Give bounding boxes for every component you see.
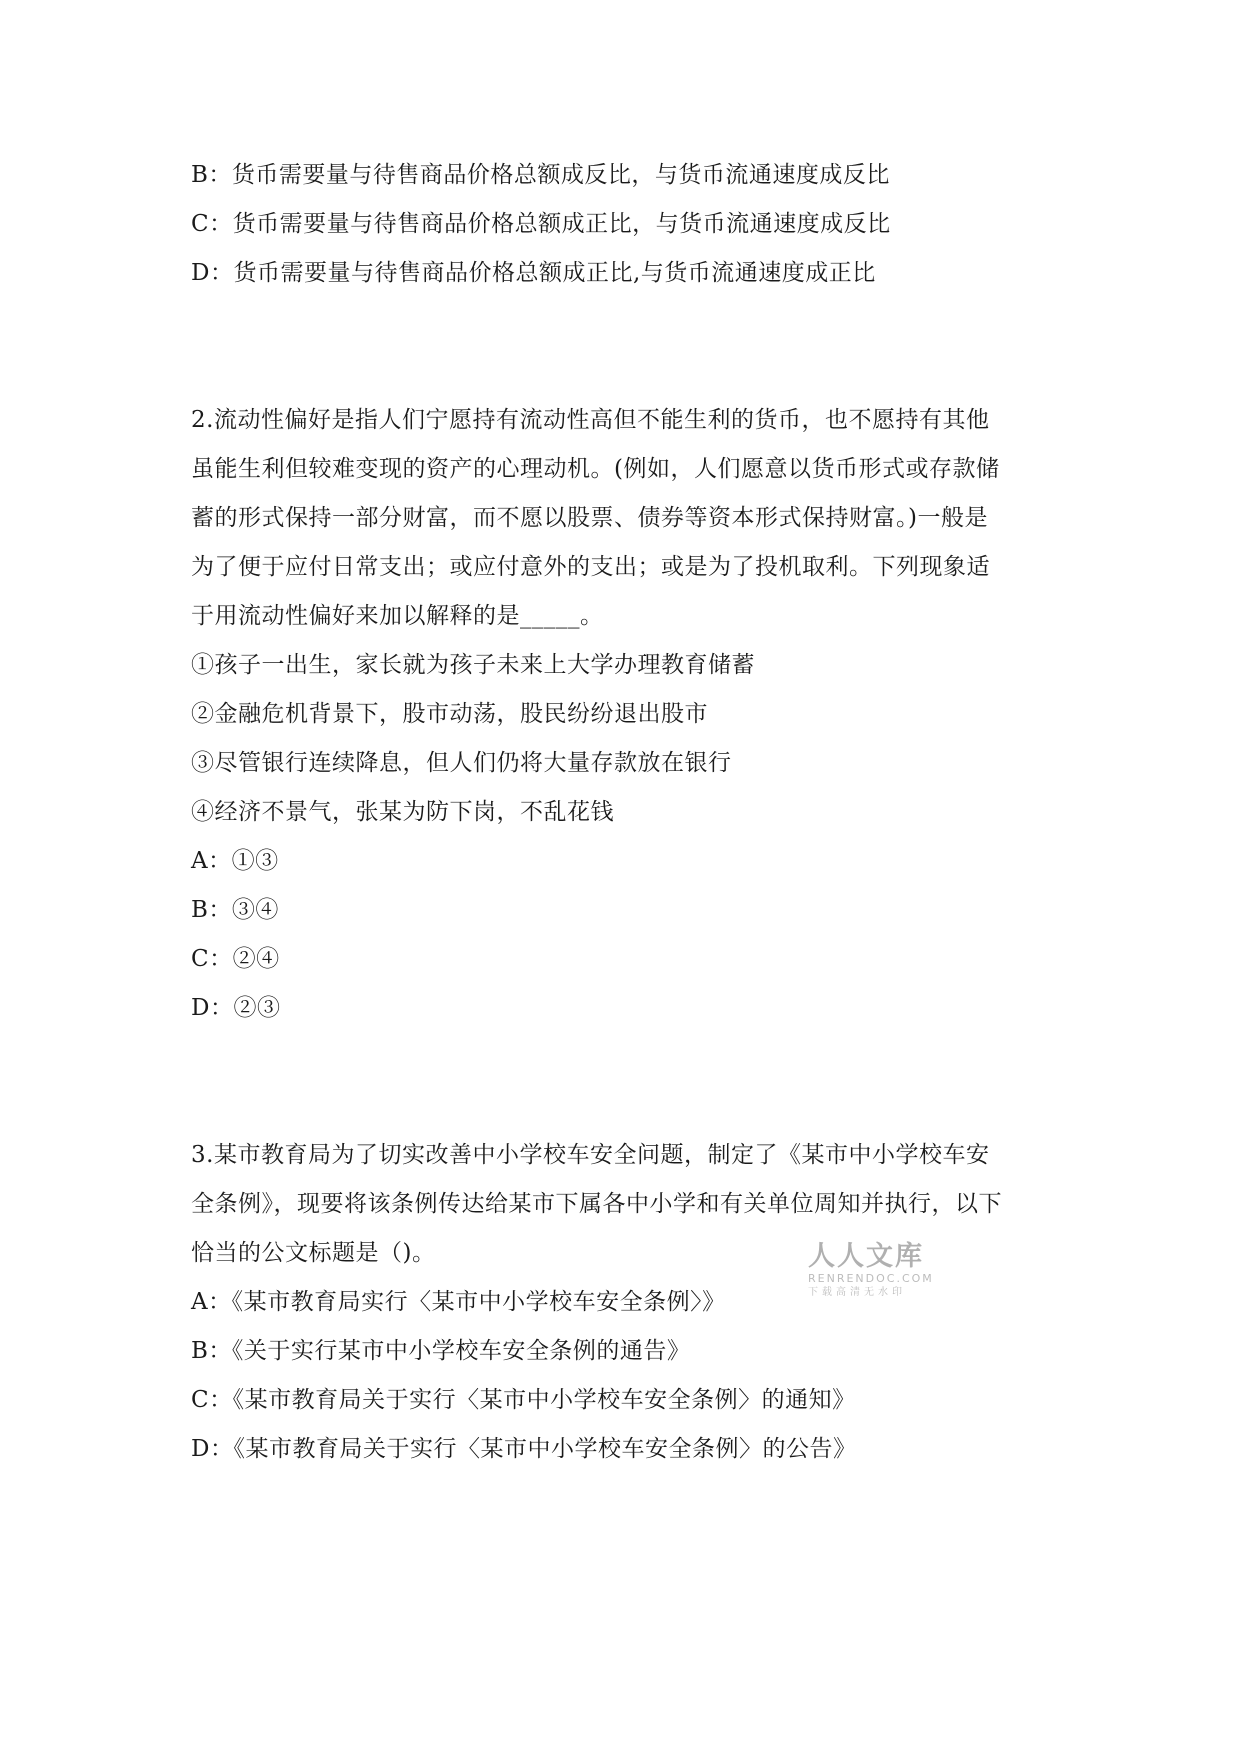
q3-stem-line: 全条例》，现要将该条例传达给某市下属各中小学和有关单位周知并执行，以下 — [191, 1191, 1002, 1217]
q3-option-b: B：《关于实行某市中小学校车安全条例的通告》 — [191, 1338, 691, 1364]
q2-stem-line: 2.流动性偏好是指人们宁愿持有流动性高但不能生利的货币，也不愿持有其他 — [191, 407, 990, 433]
q1-option-b: B：货币需要量与待售商品价格总额成反比，与货币流通速度成反比 — [191, 162, 890, 188]
q2-option-d: D：②③ — [191, 995, 281, 1021]
q3-stem-line: 3.某市教育局为了切实改善中小学校车安全问题，制定了《某市中小学校车安 — [191, 1142, 990, 1168]
q2-item: ④经济不景气，张某为防下岗，不乱花钱 — [191, 799, 614, 825]
q2-option-c: C：②④ — [191, 946, 280, 972]
watermark-domain: RENRENDOC.COM — [808, 1272, 934, 1285]
q2-item: ①孩子一出生，家长就为孩子未来上大学办理教育储蓄 — [191, 652, 755, 678]
q2-option-b: B：③④ — [191, 897, 279, 923]
q2-stem-line: 蓄的形式保持一部分财富，而不愿以股票、债券等资本形式保持财富。)一般是 — [191, 505, 988, 531]
q2-option-a: A：①③ — [191, 848, 279, 874]
watermark-logo — [808, 1242, 938, 1306]
q3-option-d: D：《某市教育局关于实行〈某市中小学校车安全条例〉的公告》 — [191, 1436, 857, 1462]
q2-item: ③尽管银行连续降息，但人们仍将大量存款放在银行 — [191, 750, 732, 776]
watermark-title: 人人文库 — [808, 1241, 924, 1272]
q3-stem-line: 恰当的公文标题是（)。 — [191, 1240, 436, 1266]
q3-option-c: C：《某市教育局关于实行〈某市中小学校车安全条例〉的通知》 — [191, 1387, 856, 1413]
q3-option-a: A：《某市教育局实行〈某市中小学校车安全条例〉》 — [191, 1289, 726, 1315]
q2-item: ②金融危机背景下，股市动荡，股民纷纷退出股市 — [191, 701, 708, 727]
watermark-slogan: 下载高清无水印 — [808, 1287, 906, 1298]
q2-stem-line: 为了便于应付日常支出；或应付意外的支出；或是为了投机取利。下列现象适 — [191, 554, 990, 580]
q2-stem-line: 于用流动性偏好来加以解释的是_____。 — [191, 603, 604, 629]
q2-stem-line: 虽能生利但较难变现的资产的心理动机。(例如，人们愿意以货币形式或存款储 — [191, 456, 1000, 482]
q1-option-d: D：货币需要量与待售商品价格总额成正比,与货币流通速度成正比 — [191, 260, 876, 286]
q1-option-c: C：货币需要量与待售商品价格总额成正比，与货币流通速度成反比 — [191, 211, 891, 237]
